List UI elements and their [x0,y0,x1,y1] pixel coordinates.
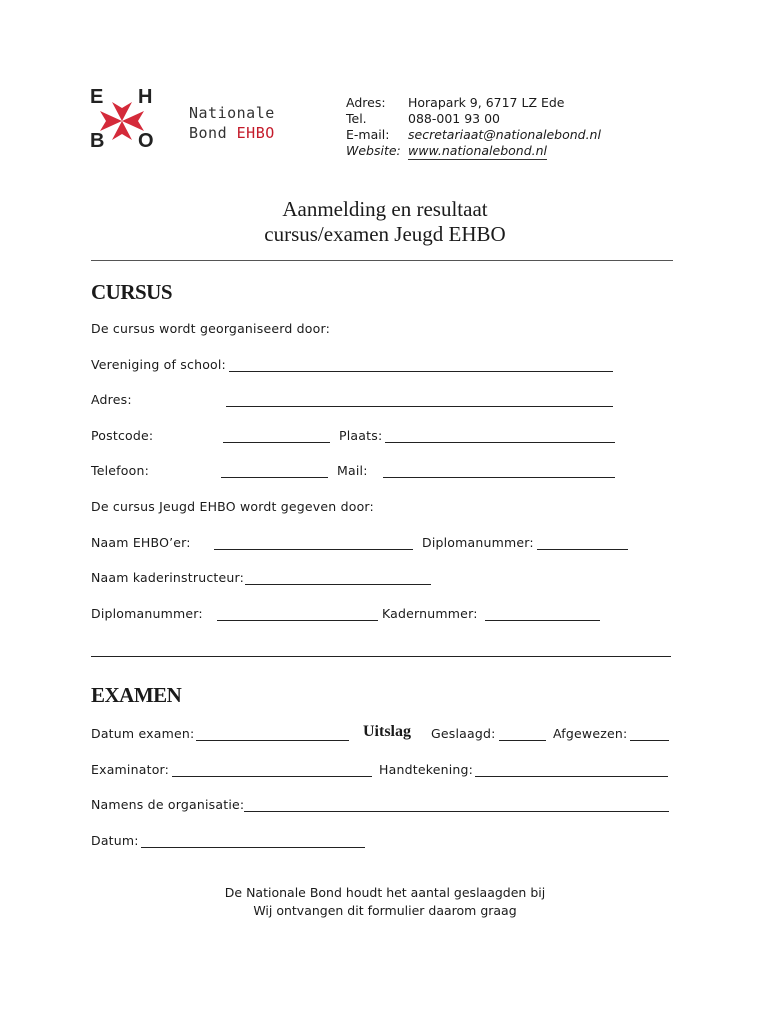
uitslag-label: Uitslag [363,723,411,740]
page-title-line-1: Aanmelding en resultaat [282,197,488,221]
email-label: E-mail: [346,127,390,142]
tel-label: Tel. [346,111,367,126]
address-value: Horapark 9, 6717 LZ Ede [408,95,565,110]
telefoon-field[interactable] [221,477,328,478]
kadernummer-label: Kadernummer: [382,606,478,621]
vereniging-field[interactable] [229,371,613,372]
handtekening-field[interactable] [475,776,668,777]
email-link[interactable]: secretariaat@nationalebond.nl [408,127,601,142]
logo-letter-e: E [90,86,104,108]
footer-line-2: Wij ontvangen dit formulier daarom graag [253,903,517,918]
examinator-field[interactable] [172,776,372,777]
title-divider [91,260,673,261]
afgewezen-label: Afgewezen: [553,726,628,741]
examinator-label: Examinator: [91,762,170,777]
geslaagd-field[interactable] [499,740,546,741]
adres-label: Adres: [91,392,132,407]
brand-line-1: Nationale [189,104,275,122]
brand-line-2 [189,124,275,142]
mail-field[interactable] [383,477,615,478]
plaats-label: Plaats: [339,428,383,443]
address-label: Adres: [346,95,386,110]
handtekening-label: Handtekening: [379,762,474,777]
afgewezen-field[interactable] [630,740,669,741]
logo-letter-o: O [138,130,154,152]
contact-block [346,95,626,161]
organised-by-label: De cursus wordt georganiseerd door: [91,321,331,336]
section-divider [91,656,671,657]
namens-field[interactable] [244,811,669,812]
kadernummer-field[interactable] [485,620,600,621]
page-title-line-2: cursus/examen Jeugd EHBO [264,222,506,246]
naam-ehbo-field[interactable] [214,549,413,550]
telefoon-label: Telefoon: [91,463,149,478]
postcode-label: Postcode: [91,428,154,443]
logo [86,86,306,156]
tel-value: 088-001 93 00 [408,111,500,126]
geslaagd-label: Geslaagd: [431,726,496,741]
diplomanummer-1-label: Diplomanummer: [422,535,534,550]
datum-examen-label: Datum examen: [91,726,195,741]
logo-letter-h: H [138,86,153,108]
naam-ehbo-label: Naam EHBO’er: [91,535,191,550]
maltese-cross-icon [86,88,158,154]
adres-field[interactable] [226,406,613,407]
namens-label: Namens de organisatie: [91,797,245,812]
datum-label: Datum: [91,833,139,848]
brand-bond: Bond [189,124,237,142]
vereniging-label: Vereniging of school: [91,357,226,372]
plaats-field[interactable] [385,442,615,443]
datum-examen-field[interactable] [196,740,349,741]
diplomanummer-1-field[interactable] [537,549,628,550]
examen-heading: EXAMEN [91,683,182,707]
mail-label: Mail: [337,463,368,478]
cursus-heading: CURSUS [91,280,173,304]
naam-kader-label: Naam kaderinstructeur: [91,570,245,585]
given-by-label: De cursus Jeugd EHBO wordt gegeven door: [91,499,374,514]
postcode-field[interactable] [223,442,330,443]
logo-letter-b: B [90,130,105,152]
diplomanummer-2-field[interactable] [217,620,378,621]
datum-field[interactable] [141,847,365,848]
footer-line-1: De Nationale Bond houdt het aantal geslaagden bij [224,885,546,900]
website-label: Website: [346,143,401,158]
brand-ehbo: EHBO [236,124,275,142]
naam-kader-field[interactable] [245,584,431,585]
diplomanummer-2-label: Diplomanummer: [91,606,203,621]
website-link[interactable]: www.nationalebond.nl [408,143,548,158]
